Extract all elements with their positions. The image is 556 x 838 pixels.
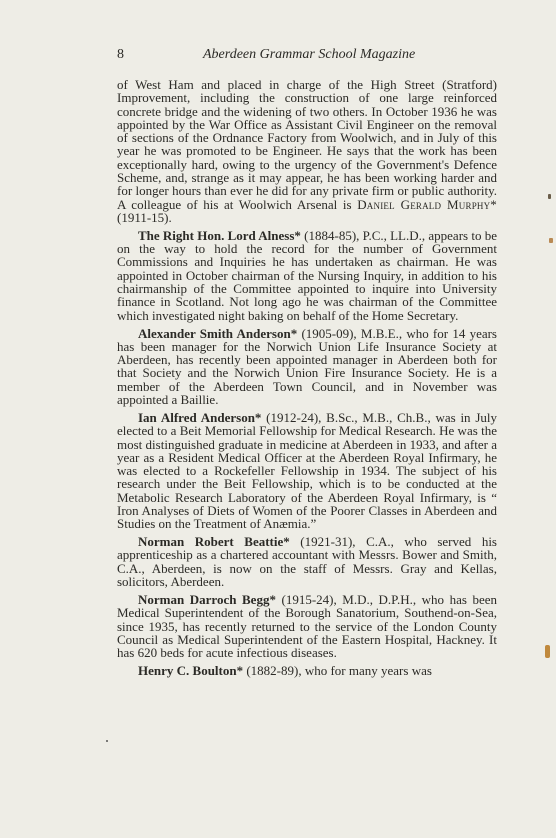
paragraph-begg — [117, 593, 497, 659]
paragraph-anderson-ian — [117, 411, 497, 531]
person-name: The Right Hon. Lord Alness* — [138, 227, 301, 243]
paragraph-beattie — [117, 535, 497, 588]
person-name: Norman Darroch Begg* — [138, 591, 276, 607]
person-name: Norman Robert Beattie* — [138, 534, 290, 550]
paragraph-text: (1912-24), B.Sc., M.B., Ch.B., was in July elected to a Beit Memorial Fellowship for Medical Research. He was the most distinguished graduate in medicine at Aberdeen in 1933, and after a year as a Resident Medical Officer at the Aberdeen Royal Infirmary, he was elected to a Rockefeller Fellowship in 1934. The subject of his research under the Beit Fellowship, which is to be conducted at the Metabolic Research Laboratory of the Aberdeen Royal Infirmary, is “ Iron Analyses of Diets of Women of the Poorer Classes in Aberdeen and Studies on the Treatment of Anæmia.” — [117, 409, 497, 532]
page-header — [117, 47, 497, 69]
person-name: Alexander Smith Anderson* — [138, 325, 298, 341]
paper-speck — [549, 238, 553, 243]
paragraph-anderson-alexander — [117, 327, 497, 407]
person-name-smallcaps: Daniel Gerald Murphy* — [357, 196, 498, 212]
paragraph-tail: (1911-15). — [117, 209, 172, 225]
paragraph-text: (1921-31), C.A., who served his apprenticeship as a chartered accountant with Messrs. Bower and Smith, C.A., Aberdeen, is now on the staff of Messrs. Gray and Kellas, solicitors, Aberdeen. — [117, 534, 497, 590]
paragraph-text: of West Ham and placed in charge of the High Street (Stratford) Improvement, including the construction of one large reinforced concrete bridge and the widening of two others. In October 1936 he was appointed by the War Office as Assistant Civil Engineer on the removal of sections of the Ordnance Factory from Woolwich, and in July of this year he was promoted to be Engineer. He says that the work has been exceptionally hard, owing to the urgency of the Government's Defence Scheme, and, strange as it may appear, he has been working harder and for longer hours than ever he did for any private firm or public authority. A colleague of his at Woolwich Arsenal is — [117, 77, 497, 212]
paragraph-text: (1882-89), who for many years was — [243, 663, 432, 679]
paragraph-alness — [117, 229, 497, 322]
person-name: Ian Alfred Anderson* — [138, 409, 262, 425]
paragraph-text: (1905-09), M.B.E., who for 14 years has been manager for the Norwich Union Life Insurance Society at Aberdeen, has recently been appointed manager in Aberdeen both for that Society and the Norwich Union Fire Insurance Society. He is a member of the Aberdeen Town Council, and in November was appointed a Baillie. — [117, 325, 497, 408]
paragraph-text: (1915-24), M.D., D.P.H., who has been Medical Superintendent of the Borough Sanatorium, Southend-on-Sea, since 1935, has recently returned to the service of the London County Council as Medical Superintendent of the Eastern Hospital, Hackney. It has 620 beds for acute infectious diseases. — [117, 591, 497, 661]
paragraph-boulton — [117, 664, 497, 677]
page-number: 8 — [117, 47, 124, 62]
person-name: Henry C. Boulton* — [138, 663, 244, 679]
paragraph-continuation — [117, 78, 497, 224]
paragraph-text: (1884-85), P.C., LL.D., appears to be on the way to hold the record for the number of Government Commissions and Inquiries he has undertaken as chairman. He was appointed in October chairman of the Nursing Inquiry, in addition to his chairmanship of the Committee appointed to inquire into University finance in Scotland. Not long ago he was chairman of the Committee which investigated night baking on behalf of the Home Secretary. — [117, 227, 497, 323]
paper-stain — [545, 645, 550, 658]
paper-speck — [106, 740, 108, 742]
paper-speck — [548, 194, 551, 199]
body-text — [117, 78, 497, 682]
running-title: Aberdeen Grammar School Magazine — [203, 47, 416, 62]
